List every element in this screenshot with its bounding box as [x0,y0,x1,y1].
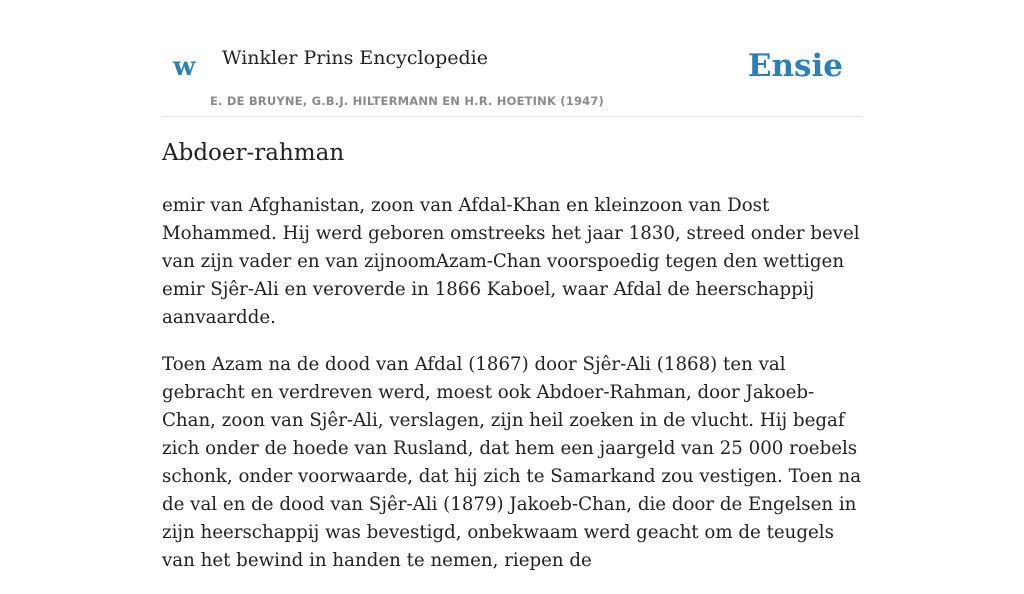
article-paragraph: emir van Afghanistan, zoon van Afdal-Khan en kleinzoon van Dost Mohammed. Hij werd geboren omstreeks het jaar 1830, streed onder bevel van zijn vader en van zijnoomAzam-Chan voorspoedig tegen den wettigen emir Sjêr-Ali en veroverde in 1866 Kaboel, waar Afdal de heerschappij aanvaardde. [162,195,860,328]
article-title: Abdoer-rahman [162,140,345,166]
book-title-link[interactable]: Winkler Prins Encyclopedie [222,47,488,69]
header [162,0,862,117]
article-body [162,192,862,594]
ensie-logo-link[interactable]: Ensie [747,48,843,84]
article-paragraph: Toen Azam na de dood van Afdal (1867) door Sjêr-Ali (1868) ten val gebracht en verdreven werd, moest ook Abdoer-Rahman, door Jakoeb-Chan, zoon van Sjêr-Ali, verslagen, zijn heil zoeken in de vlucht. Hij begaf zich onder de hoede van Rusland, dat hem een jaargeld van 25 000 roebels schonk, onder voorwaarde, dat hij zich te Samarkand zou vestigen. Toen na de val en de dood van Sjêr-Ali (1879) Jakoeb-Chan, die door de Engelsen in zijn heerschappij was bevestigd, onbekwaam werd geacht om de teugels van het bewind in handen te nemen, riepen de [162,354,862,571]
book-authors: E. DE BRUYNE, G.B.J. HILTERMANN EN H.R. HOETINK (1947) [210,94,605,108]
article-page [162,0,862,571]
winkler-prins-logo-icon[interactable]: w [173,52,196,82]
